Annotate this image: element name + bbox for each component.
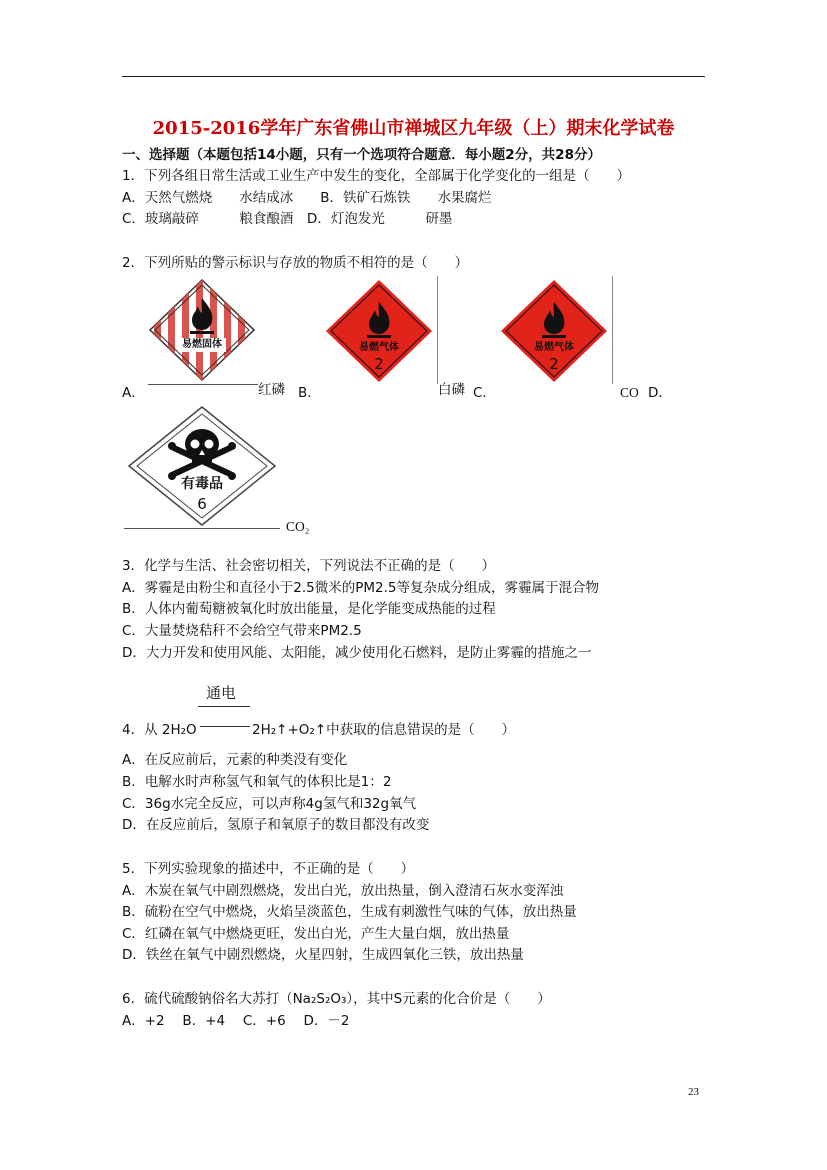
q4-stem-suffix: 2H₂↑+O₂↑中获取的信息错误的是（ ） — [252, 722, 516, 738]
flammable-solid-sign — [146, 276, 258, 384]
flammable-gas-sign — [322, 276, 436, 386]
q1-options-ab: A．天然气燃烧 水结成冰 B．铁矿石炼铁 水果腐烂 — [122, 190, 492, 206]
reaction-condition-underline — [198, 706, 250, 707]
q4-stem-prefix: 4．从 2H₂O — [122, 722, 197, 738]
q2-option-d-label: D． — [648, 385, 672, 401]
section-heading: 一、选择题（本题包括14小题，只有一个选项符合题意．每小题2分，共28分） — [122, 147, 601, 163]
q2-option-d-substance: CO₂ — [286, 519, 310, 534]
page-title: 2015-2016学年广东省佛山市禅城区九年级（上）期末化学试卷 — [152, 118, 675, 139]
q5-stem: 5．下列实验现象的描述中，不正确的是（ ） — [122, 861, 415, 877]
q2-option-c-label: C． — [473, 385, 496, 401]
header-rule — [122, 76, 705, 77]
reaction-arrow-line — [200, 726, 250, 727]
image-frame-line — [612, 276, 613, 384]
page-number: 23 — [688, 1086, 699, 1098]
q6-options: A．+2 B．+4 C．+6 D．－2 — [122, 1013, 350, 1029]
q4-option-a: A．在反应前后，元素的种类没有变化 — [122, 752, 348, 768]
q4-option-d: D．在反应前后，氢原子和氧原子的数目都没有改变 — [122, 817, 430, 833]
sign-c-text: 易燃气体 — [534, 342, 574, 353]
image-frame-line — [437, 276, 438, 384]
toxic-sign — [124, 404, 280, 528]
q6-stem: 6．硫代硫酸钠俗名大苏打（Na₂S₂O₃），其中S元素的化合价是（ ） — [122, 991, 551, 1007]
sign-b-text: 易燃气体 — [359, 342, 399, 353]
q2-option-a-substance: 红磷 — [258, 382, 285, 398]
flammable-gas-sign — [497, 276, 611, 386]
q1-stem: 1．下列各组日常生活或工业生产中发生的变化，全部属于化学变化的一组是（ ） — [122, 168, 631, 184]
q5-option-a: A．木炭在氧气中剧烈燃烧，发出白光，放出热量，倒入澄清石灰水变浑浊 — [122, 883, 564, 899]
q2-option-b-substance: 白磷 — [438, 382, 465, 398]
image-frame-line — [124, 528, 280, 529]
q3-option-d: D．大力开发和使用风能、太阳能，减少使用化石燃料，是防止雾霾的措施之一 — [122, 645, 592, 661]
reaction-condition: 通电 — [206, 684, 237, 702]
image-frame-line — [148, 384, 258, 385]
q2-option-b-label: B． — [298, 385, 321, 401]
sign-a-text: 易燃固体 — [182, 339, 222, 350]
q2-option-c-substance: CO — [620, 385, 639, 400]
q3-option-c: C．大量焚烧秸秆不会给空气带来PM2.5 — [122, 623, 362, 639]
q5-option-d: D．铁丝在氧气中剧烈燃烧，火星四射，生成四氧化三铁，放出热量 — [122, 947, 524, 963]
q5-option-c: C．红磷在氧气中燃烧更旺，发出白光，产生大量白烟，放出热量 — [122, 926, 510, 942]
q4-option-b: B．电解水时声称氢气和氧气的体积比是1：2 — [122, 774, 392, 790]
q4-option-c: C．36g水完全反应，可以声称4g氢气和32g氧气 — [122, 796, 417, 812]
q5-option-b: B．硫粉在空气中燃烧，火焰呈淡蓝色，生成有刺激性气味的气体，放出热量 — [122, 904, 577, 920]
sign-b-number: 2 — [374, 355, 384, 373]
sign-c-number: 2 — [549, 355, 559, 373]
q3-stem: 3．化学与生活、社会密切相关，下列说法不正确的是（ ） — [122, 558, 496, 574]
q2-stem: 2．下列所贴的警示标识与存放的物质不相符的是（ ） — [122, 255, 469, 271]
sign-d-text: 有毒品 — [181, 476, 223, 492]
q2-option-a-label: A． — [122, 385, 145, 401]
q1-options-cd: C．玻璃敲碎 粮食酿酒 D．灯泡发光 研墨 — [122, 211, 453, 227]
sign-d-number: 6 — [197, 495, 207, 513]
q3-option-b: B．人体内葡萄糖被氧化时放出能量，是化学能变成热能的过程 — [122, 601, 496, 617]
q3-option-a: A．雾霾是由粉尘和直径小于2.5微米的PM2.5等复杂成分组成，雾霾属于混合物 — [122, 580, 599, 596]
